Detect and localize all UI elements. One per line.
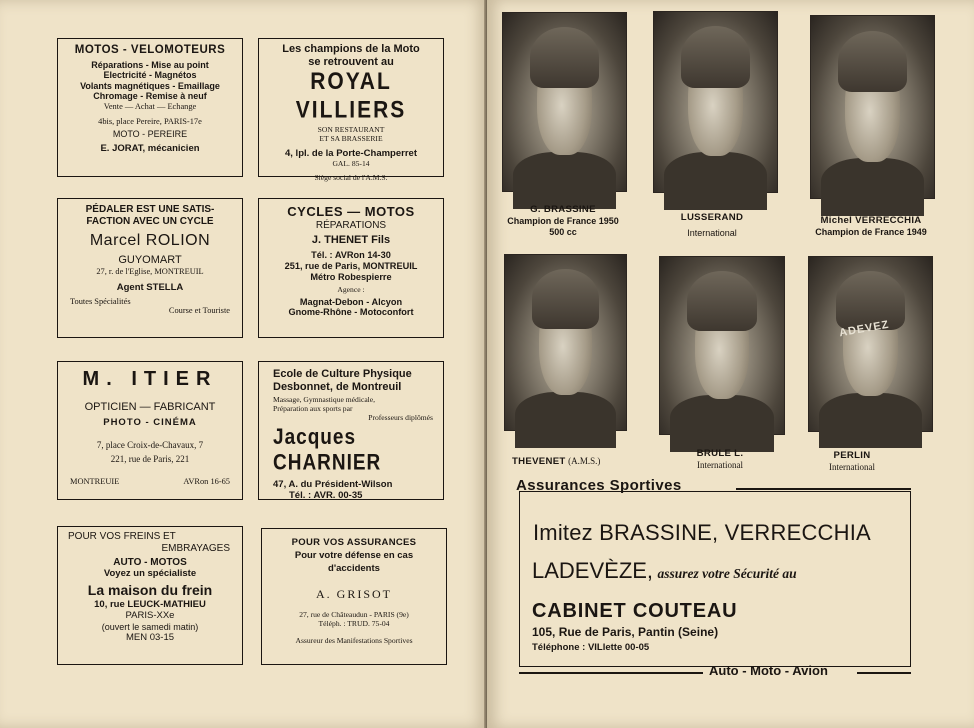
ad-line: Voyez un spécialiste	[103, 568, 197, 580]
ad-line: AUTO - MOTOS	[113, 556, 187, 568]
ad-line: Volants magnétiques - Emaillage	[80, 80, 220, 91]
ad-line: POUR VOS FREINS ET	[68, 531, 176, 542]
ad-name: A. GRISOT	[315, 586, 392, 601]
ad-line: Chromage - Remise à neuf	[93, 91, 207, 102]
rider-name: G. BRASSINE	[530, 204, 596, 215]
rider-name: LUSSERAND	[680, 212, 744, 223]
ad-line: Ecole de Culture Physique	[273, 368, 412, 380]
ad-line: Course et Touriste	[168, 306, 230, 316]
ad-line: Assureur des Manifestations Sportives	[295, 635, 413, 645]
ad-owner: E. JORAT, mécanicien	[100, 143, 200, 155]
ad-maison-du-frein	[57, 526, 243, 665]
ad-city: PARIS-XXe	[125, 610, 175, 622]
footer-rule-left	[519, 672, 703, 674]
rider-title: International	[829, 461, 875, 472]
ad-name: Marcel ROLION	[89, 231, 211, 249]
photo-thevenet	[504, 254, 627, 431]
ad-title: CYCLES — MOTOS	[287, 204, 415, 219]
ad-address: 4, lpl. de la Porte-Champerret	[285, 148, 417, 160]
ad-name: Jacques CHARNIER	[273, 425, 382, 476]
ad-thenet-cycles	[258, 198, 444, 338]
ad-line: PHOTO - CINÉMA	[103, 416, 197, 428]
ad-line: SON RESTAURANT	[317, 125, 385, 135]
photo-lusserand	[653, 11, 778, 193]
ad-line: Professeurs diplômés	[368, 412, 433, 422]
caption-perlin	[802, 450, 902, 473]
ad-line: Agent STELLA	[116, 282, 184, 294]
photo-brassine	[502, 12, 627, 192]
insurance-heading: Assurances Sportives	[516, 477, 682, 494]
ad-phone: GAL. 85-14	[332, 158, 370, 168]
ad-line: POUR VOS ASSURANCES	[291, 537, 417, 548]
rider-title: Champion de France 1949	[815, 226, 927, 237]
ad-line: Les champions de la Moto	[282, 43, 420, 55]
ad-rolion	[57, 198, 243, 338]
ad-line: MOTO - PEREIRE	[112, 128, 188, 139]
ad-itier	[57, 361, 243, 500]
ad-line: d'accidents	[328, 563, 380, 575]
ad-phone: Tél. : AVRon 14-30	[311, 250, 391, 261]
ad-line: Réparations - Mise au point	[91, 59, 209, 70]
ad-city: MONTREUIE	[70, 476, 120, 486]
footer-rule-right	[857, 672, 911, 674]
ad-line: Toutes Spécialités	[70, 296, 131, 306]
ad-line: Gnome-Rhône - Motoconfort	[288, 307, 414, 318]
caption-brule	[670, 448, 770, 471]
ad-line: Desbonnet, de Montreuil	[273, 380, 402, 393]
ad-line: Siège social de l'A.M.S.	[314, 172, 388, 182]
insurance-address: 105, Rue de Paris, Pantin (Seine)	[532, 625, 719, 639]
ad-address: 7, place Croix-de-Chavaux, 7	[96, 439, 204, 450]
photo-brule	[659, 256, 785, 435]
ad-line: RÉPARATIONS	[315, 220, 387, 232]
ad-name: M. ITIER	[82, 368, 218, 390]
ad-phone: AVRon 16-65	[183, 476, 230, 486]
insurance-line-1: Imitez BRASSINE, VERRECCHIA	[533, 520, 871, 545]
ad-phone: Téléph. : TRUD. 75-04	[318, 618, 390, 628]
ad-line: Préparation aux sports par	[273, 403, 353, 413]
ad-line: Agence :	[337, 284, 365, 294]
ad-brand: ROYAL VILLIERS	[295, 68, 407, 124]
ad-line: Pour votre défense en cas	[294, 550, 414, 562]
rider-title: (A.M.S.)	[568, 456, 601, 466]
ad-address: 27, rue de Châteaudun - PARIS (9e)	[299, 609, 409, 619]
ad-line: ET SA BRASSERIE	[319, 134, 383, 144]
insurance-line-2b: assurez votre Sécurité au	[657, 566, 797, 581]
rider-title: International	[687, 227, 737, 238]
insurance-phone: Téléphone : VILlette 00-05	[532, 642, 650, 653]
ad-address: 27, r. de l'Eglise, MONTREUIL	[96, 267, 204, 277]
ad-title: MOTOS - VELOMOTEURS	[74, 44, 226, 56]
ad-address: 4bis, place Pereire, PARIS-17e	[98, 116, 202, 126]
insurance-footer: Auto - Moto - Avion	[709, 663, 828, 678]
rider-name: THEVENET	[512, 456, 566, 467]
ad-line: OPTICIEN — FABRICANT	[84, 400, 216, 413]
ad-line: EMBRAYAGES	[161, 542, 230, 554]
rider-title: Champion de France 1950	[507, 215, 619, 226]
ad-grisot	[261, 528, 447, 665]
ad-line: GUYOMART	[118, 254, 182, 267]
ad-line: Electricité - Magnétos	[103, 70, 197, 81]
ad-line: FACTION AVEC UN CYCLE	[86, 215, 214, 227]
ad-line: Métro Robespierre	[310, 271, 392, 282]
ad-address: 251, rue de Paris, MONTREUIL	[284, 260, 418, 271]
ad-address: 10, rue LEUCK-MATHIEU	[94, 599, 206, 611]
ad-name: J. THENET Fils	[311, 234, 391, 247]
ad-name: La maison du frein	[87, 581, 213, 598]
ad-phone: MEN 03-15	[125, 632, 175, 644]
rider-detail: 500 cc	[549, 227, 577, 238]
heading-rule	[736, 488, 911, 490]
insurance-line-2a: LADEVÈZE,	[532, 558, 654, 583]
ad-phone: Tél. : AVR. 00-35	[289, 489, 363, 501]
caption-thevenet	[512, 456, 636, 468]
photo-perlin	[808, 256, 933, 432]
ad-line: (ouvert le samedi matin)	[101, 621, 199, 632]
caption-lusserand	[660, 212, 764, 239]
ad-line: Vente — Achat — Echange	[103, 102, 197, 111]
ad-charnier	[258, 361, 444, 500]
ad-address: 221, rue de Paris, 221	[110, 454, 190, 465]
rider-name: BRULE L.	[696, 448, 744, 459]
ad-address: 47, A. du Président-Wilson	[273, 478, 393, 490]
ad-royal-villiers	[258, 38, 444, 182]
caption-verrecchia	[800, 215, 942, 238]
rider-title: International	[697, 459, 743, 470]
ad-motos-velomoteurs	[57, 38, 243, 177]
caption-brassine	[492, 204, 634, 238]
helmet-lettering: ADEVEZ	[838, 318, 891, 340]
ad-line: Massage, Gymnastique médicale,	[273, 394, 376, 404]
ad-line: PÉDALER EST UNE SATIS-	[85, 204, 215, 215]
insurance-company: CABINET COUTEAU	[532, 600, 738, 622]
rider-name: Michel VERRECCHIA	[820, 215, 922, 226]
photo-verrecchia	[810, 15, 935, 199]
ad-line: se retrouvent au	[308, 55, 394, 68]
insurance-box	[519, 491, 911, 667]
rider-name: PERLIN	[833, 450, 871, 461]
ad-line: Magnat-Debon - Alcyon	[299, 296, 403, 307]
